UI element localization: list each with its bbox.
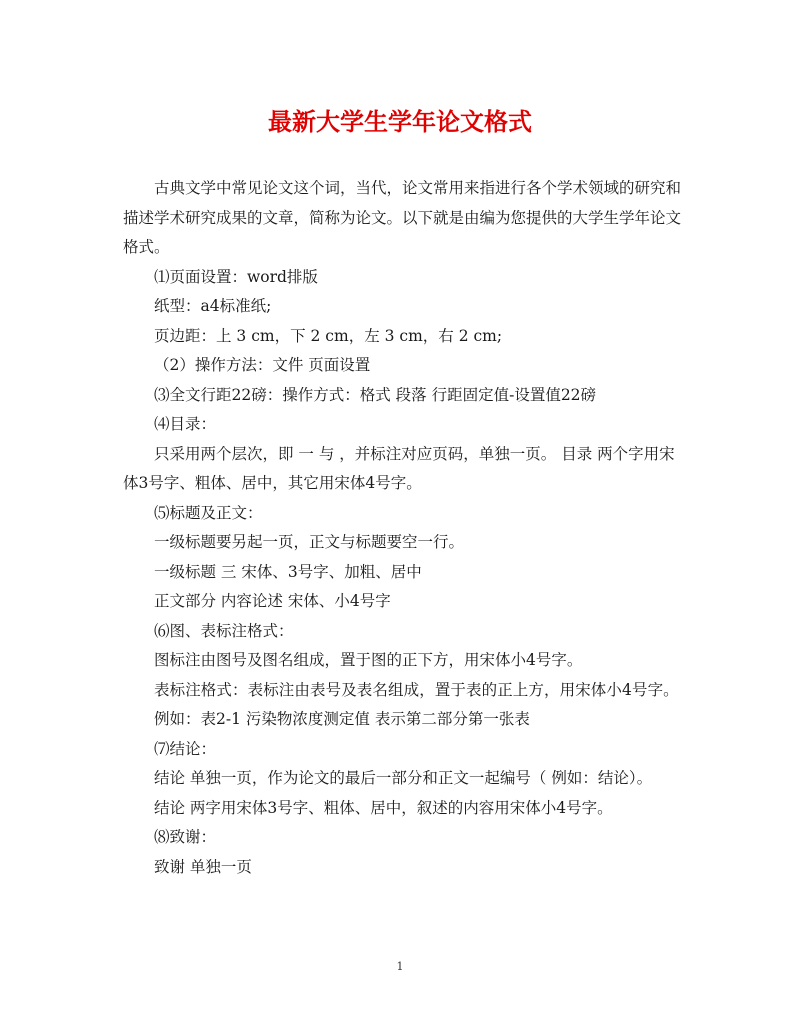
document-title: 最新大学生学年论文格式 (268, 107, 532, 136)
paragraph-figure-table-heading: ⑹图、表标注格式： (154, 621, 294, 640)
paragraph-level1-format: 一级标题 三 宋体、3号字、加粗、居中 (154, 562, 422, 581)
paragraph-conclusion-page: 结论 单独一页，作为论文的最后一部分和正文一起编号（ 例如：结论）。 (154, 769, 653, 787)
paragraph-paper-type: 纸型：a4标准纸; (154, 297, 272, 315)
paragraph-operation: （2）操作方法：文件 页面设置 (154, 356, 371, 374)
page-number: 1 (396, 960, 404, 973)
paragraph-conclusion-format: 结论 两字用宋体3号字、粗体、居中，叙述的内容用宋体小4号字。 (154, 798, 613, 817)
paragraph-title-heading: ⑸标题及正文： (154, 503, 263, 522)
paragraph-figure-caption: 图标注由图号及图名组成，置于图的正下方，用宋体小4号字。 (154, 651, 583, 669)
paragraph-line-spacing: ⑶全文行距22磅：操作方式：格式 段落 行距固定值-设置值22磅 (154, 385, 597, 404)
document-body (123, 174, 683, 882)
paragraph-toc-heading: ⑷目录： (154, 415, 217, 433)
paragraph-level1-newpage: 一级标题要另起一页，正文与标题要空一行。 (154, 533, 465, 551)
paragraph-toc-rules: 只采用两个层次，即 一 与 ，并标注对应页码，单独一页。 目录 两个字用宋体3号字、粗体、居中，其它用宋体4号字。 (123, 444, 675, 492)
paragraph-thanks-heading: ⑻致谢： (154, 828, 217, 846)
paragraph-thanks-page: 致谢 单独一页 (154, 857, 252, 876)
paragraph-table-caption: 表标注格式：表标注由表号及表名组成，置于表的正上方，用宋体小4号字。 (154, 680, 679, 699)
paragraph-page-setup: ⑴页面设置：word排版 (154, 267, 318, 286)
intro-paragraph: 古典文学中常见论文这个词，当代，论文常用来指进行各个学术领域的研究和描述学术研究成果的文章，简称为论文。以下就是由编为您提供的大学生学年论文格式。 (123, 179, 682, 256)
paragraph-conclusion-heading: ⑺结论： (154, 739, 217, 758)
paragraph-table-example: 例如：表2-1 污染物浓度测定值 表示第二部分第一张表 (154, 710, 530, 728)
paragraph-body-format: 正文部分 内容论述 宋体、小4号字 (154, 592, 391, 610)
paragraph-margins: 页边距：上 3 cm，下 2 cm，左 3 cm，右 2 cm; (154, 326, 503, 345)
